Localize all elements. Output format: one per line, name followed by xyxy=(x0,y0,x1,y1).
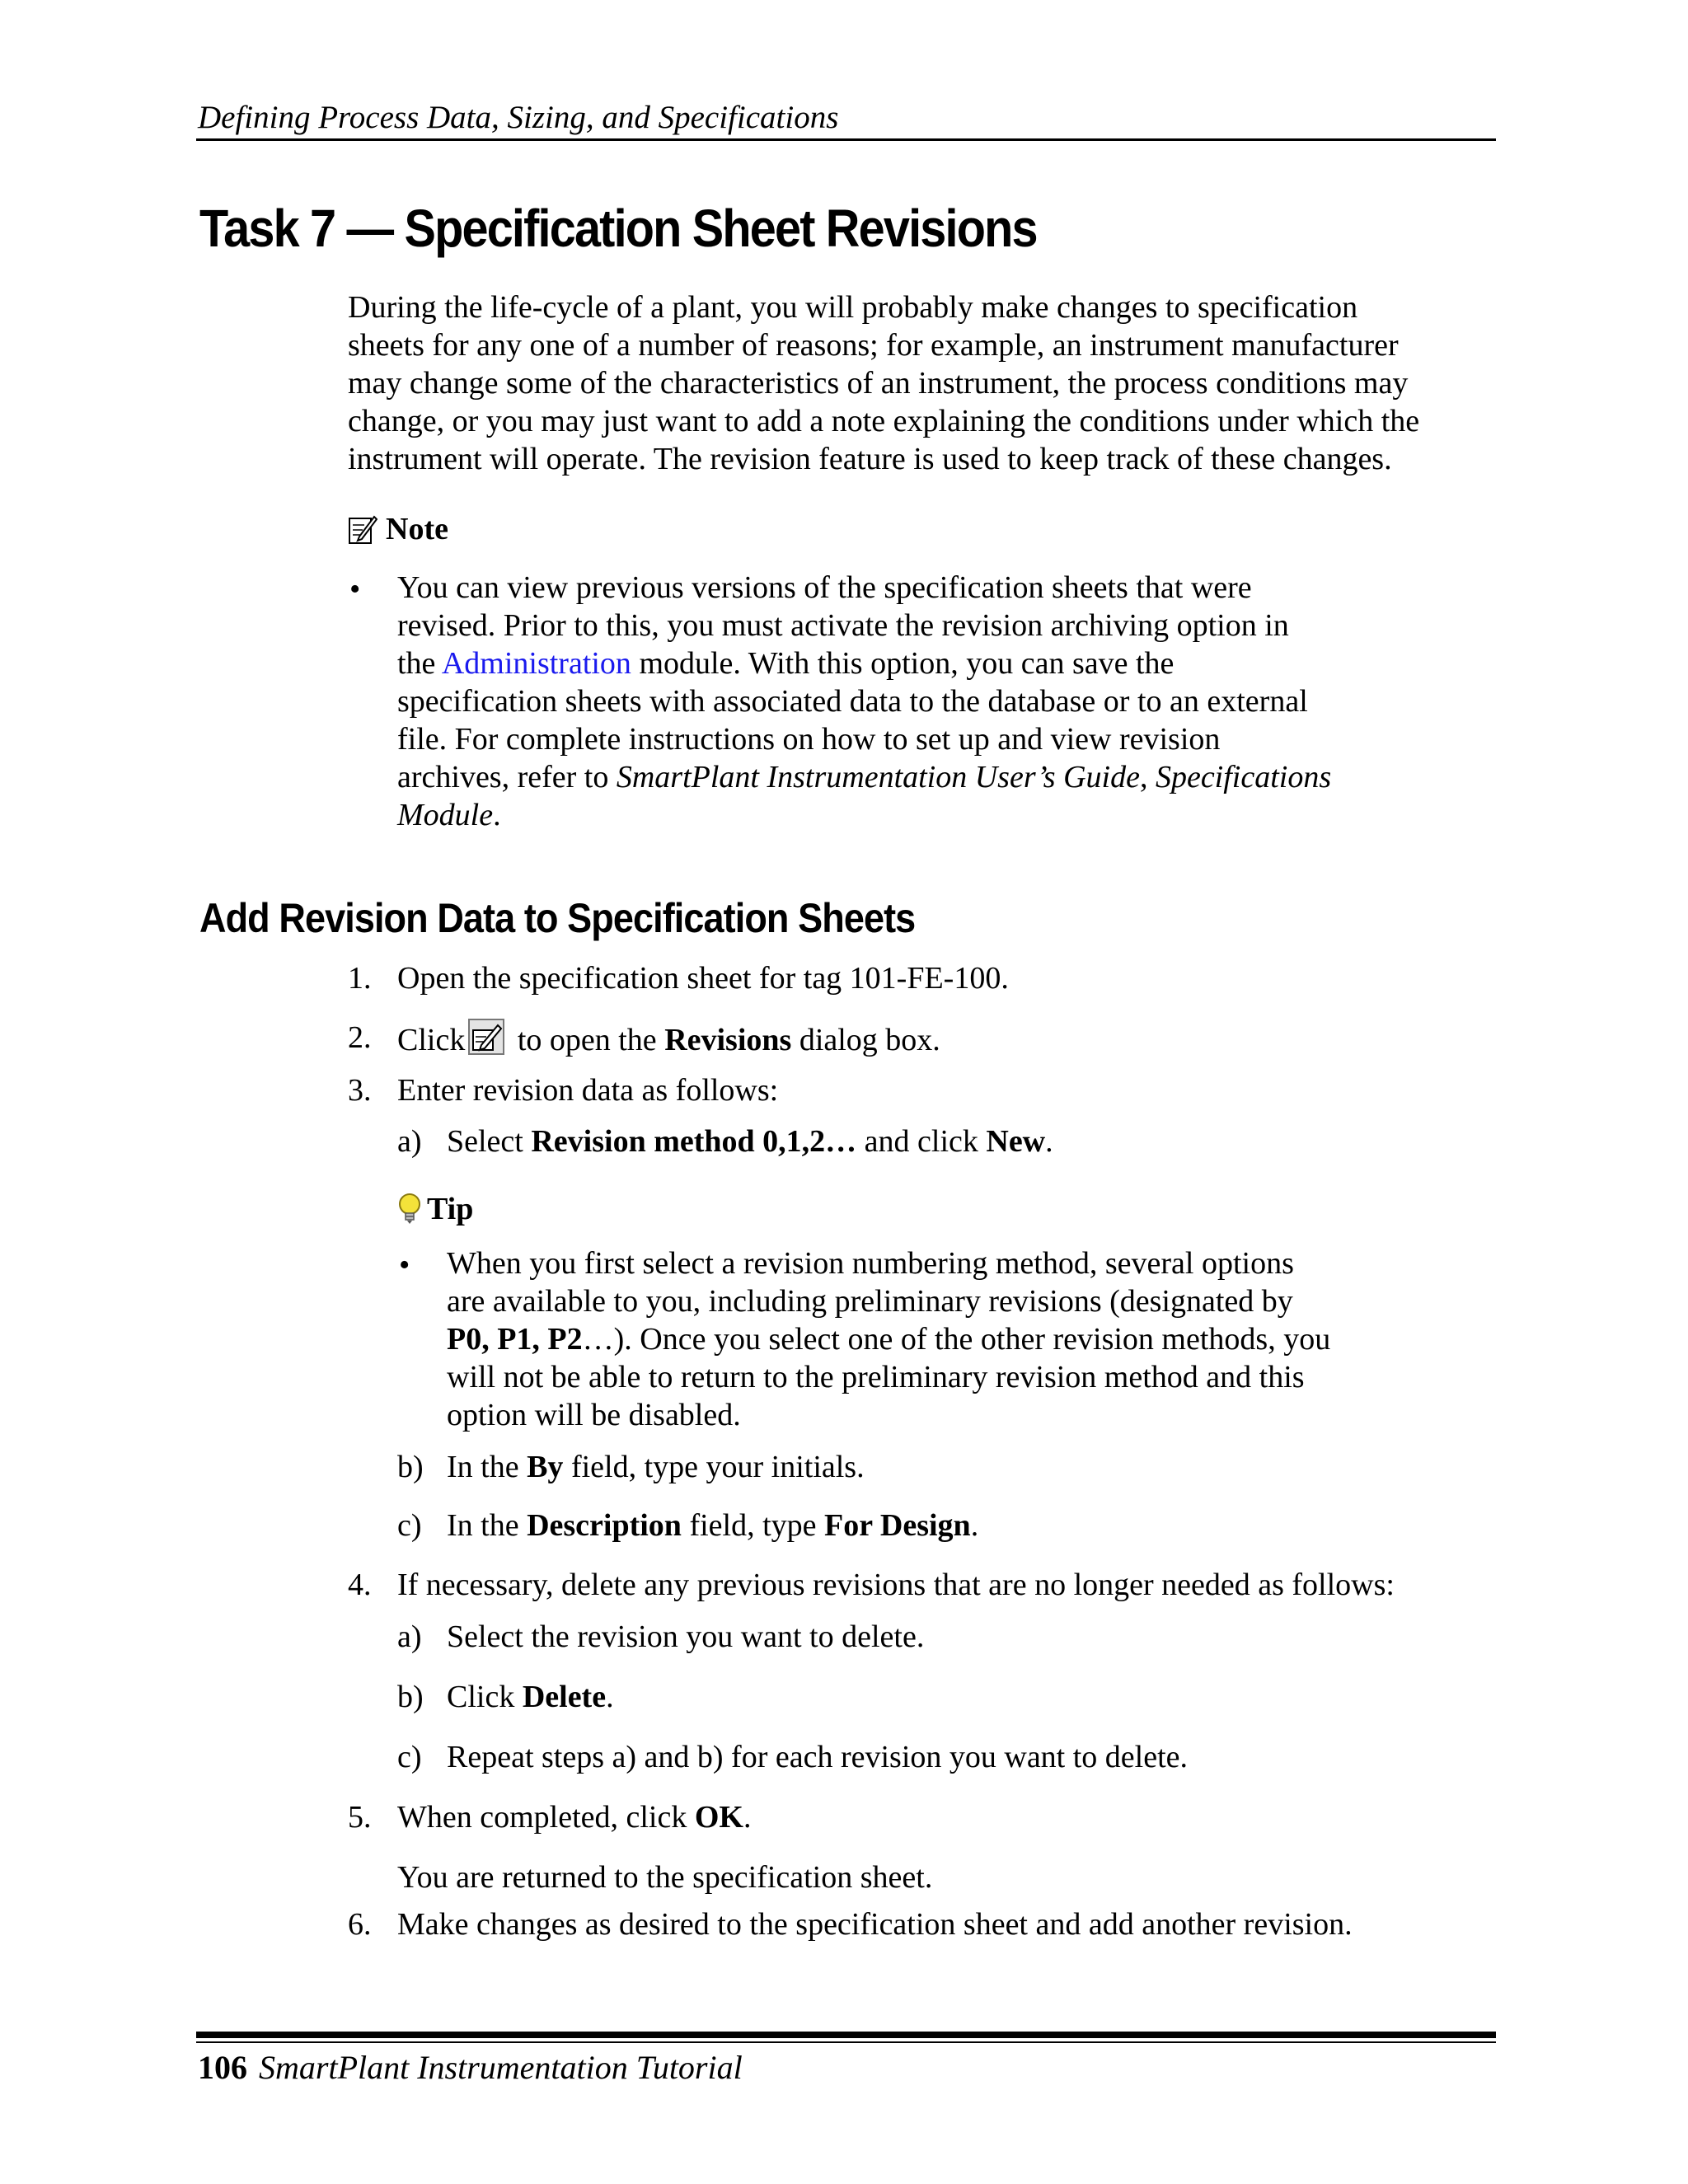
page-number: 106 xyxy=(198,2049,247,2086)
intro-line: instrument will operate. The revision feature is used to keep track of these changes. xyxy=(348,442,1392,476)
substep-letter: a) xyxy=(397,1619,422,1654)
tip-line: P0, P1, P2…). Once you select one of the other revision methods, you xyxy=(447,1322,1331,1357)
tip-bullet: • xyxy=(399,1248,410,1282)
substep-letter: b) xyxy=(397,1680,424,1714)
step-4c-text: Repeat steps a) and b) for each revision you want to delete. xyxy=(447,1740,1189,1774)
intro-paragraph xyxy=(348,288,1419,478)
tip-line: are available to you, including preliminary revisions (designated by xyxy=(447,1284,1293,1319)
tip-line: option will be disabled. xyxy=(447,1398,741,1432)
intro-line: change, or you may just want to add a note explaining the conditions under which the xyxy=(348,404,1420,438)
tip-body xyxy=(447,1244,1330,1434)
tip-heading xyxy=(397,1191,473,1227)
note-pencil-icon xyxy=(348,513,377,545)
users-guide-reference: SmartPlant Instrumentation User’s Guide xyxy=(616,760,1140,794)
running-header: Defining Process Data, Sizing, and Specifications xyxy=(198,100,839,135)
substep-letter: c) xyxy=(397,1740,422,1774)
page-title: Task 7 — Specification Sheet Revisions xyxy=(199,199,1037,258)
step-number: 3. xyxy=(348,1073,372,1108)
step-3a-text: Select Revision method 0,1,2… and click New. xyxy=(447,1124,1053,1159)
footer-rule xyxy=(196,2032,1496,2038)
substep-letter: c) xyxy=(397,1508,422,1543)
page-footer xyxy=(198,2048,743,2087)
note-line: revised. Prior to this, you must activate the revision archiving option in xyxy=(397,608,1289,643)
footer-rule-thin xyxy=(196,2041,1496,2043)
note-line: archives, refer to SmartPlant Instrumentation User’s Guide, Specifications xyxy=(397,760,1332,794)
note-label: Note xyxy=(386,512,448,546)
step-3c-text: In the Description field, type For Design. xyxy=(447,1508,979,1543)
intro-line: During the life-cycle of a plant, you will probably make changes to specification xyxy=(348,290,1358,325)
note-bullet: • xyxy=(349,572,361,607)
section-heading: Add Revision Data to Specification Sheets xyxy=(199,895,916,941)
step-5-result: You are returned to the specification sheet. xyxy=(397,1860,933,1895)
intro-line: may change some of the characteristics of an instrument, the process conditions may xyxy=(348,366,1409,401)
note-line: specification sheets with associated data to the database or to an external xyxy=(397,684,1308,719)
step-4a-text: Select the revision you want to delete. xyxy=(447,1619,925,1654)
substep-letter: a) xyxy=(397,1124,422,1159)
step-6-text: Make changes as desired to the specification sheet and add another revision. xyxy=(397,1907,1353,1942)
step-number: 2. xyxy=(348,1020,372,1055)
step-number: 6. xyxy=(348,1907,372,1942)
step-number: 4. xyxy=(348,1568,372,1602)
revisions-button-icon[interactable] xyxy=(468,1019,504,1055)
step-3-text: Enter revision data as follows: xyxy=(397,1073,779,1108)
intro-line: sheets for any one of a number of reasons; for example, an instrument manufacturer xyxy=(348,328,1399,363)
note-line: Module. xyxy=(397,798,501,832)
header-rule xyxy=(196,138,1496,141)
step-4b-text: Click Delete. xyxy=(447,1680,614,1714)
step-3b-text: In the By field, type your initials. xyxy=(447,1450,865,1484)
step-number: 5. xyxy=(348,1800,372,1835)
step-5-text: When completed, click OK. xyxy=(397,1800,752,1835)
tip-line: When you first select a revision numbering method, several options xyxy=(447,1246,1294,1281)
note-line: the Administration module. With this option, you can save the xyxy=(397,646,1175,681)
note-heading xyxy=(348,511,448,547)
note-line: file. For complete instructions on how to set up and view revision xyxy=(397,722,1221,757)
step-number: 1. xyxy=(348,961,372,996)
footer-doc-title: SmartPlant Instrumentation Tutorial xyxy=(259,2049,743,2086)
tip-label: Tip xyxy=(427,1192,474,1226)
substep-letter: b) xyxy=(397,1450,424,1484)
administration-link[interactable]: Administration xyxy=(441,646,631,681)
step-2-text: Click to open the Revisions dialog box. xyxy=(397,1019,940,1059)
step-1-text: Open the specification sheet for tag 101-FE-100. xyxy=(397,961,1009,996)
note-line: You can view previous versions of the specification sheets that were xyxy=(397,570,1252,605)
lightbulb-icon xyxy=(397,1193,422,1226)
note-body xyxy=(397,569,1331,834)
tip-line: will not be able to return to the preliminary revision method and this xyxy=(447,1360,1305,1394)
step-4-text: If necessary, delete any previous revisions that are no longer needed as follows: xyxy=(397,1568,1395,1602)
